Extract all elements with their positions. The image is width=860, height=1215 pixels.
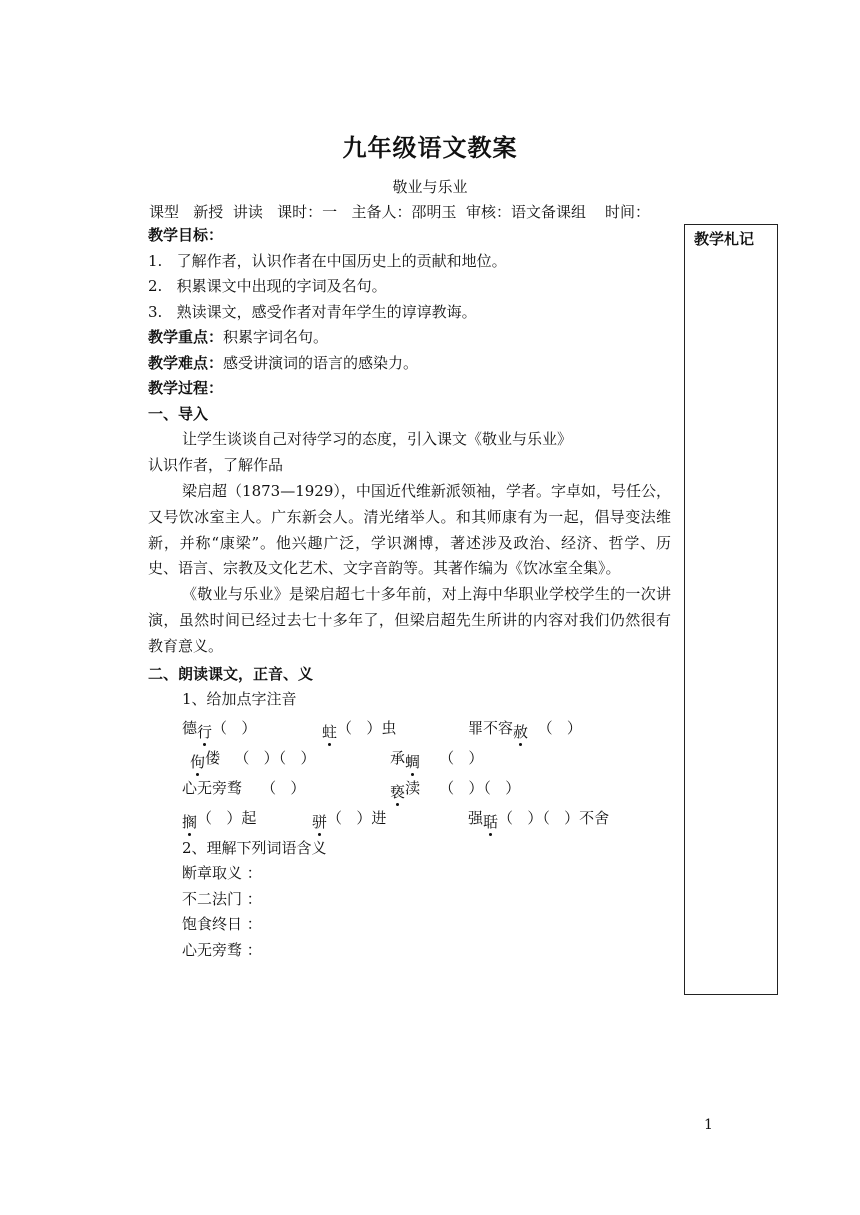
pinyin-row (148, 743, 671, 773)
goal-item: 1. 了解作者，认识作者在中国历史上的贡献和地位。 (148, 251, 507, 270)
notes-column (684, 224, 778, 995)
pinyin-item: 德行（ ） (182, 718, 257, 741)
pinyin-row (148, 713, 671, 743)
page-title: 九年级语文教案 (342, 133, 518, 162)
pinyin-item: 罪不容赦 （ ） (468, 718, 582, 741)
task-heading: 1、给加点字注音 (182, 690, 297, 709)
pinyin-item: 强聒（ ）（ ）不舍 (468, 808, 610, 831)
pinyin-item: 佝偻 （ ）（ ） (190, 748, 316, 771)
pinyin-item: 蛀（ ）虫 (322, 718, 397, 741)
section-heading: 一、导入 (148, 404, 209, 423)
difficulty-text: 感受讲演词的语言的感染力。 (223, 353, 419, 372)
lesson-body (148, 223, 671, 963)
pinyin-item: 承蜩 （ ） (390, 748, 484, 771)
goal-item: 2. 积累课文中出现的字词及名句。 (148, 277, 387, 295)
term-item: 饱食终日 ： (182, 915, 262, 934)
process-heading: 教学过程： (148, 379, 224, 397)
author-bio-paragraph: 梁启超（1873—1929），中国近代维新派领袖，学者。字卓如，号任公，又号饮冰室主人。广东新会人。清光绪举人。和其师康有为一起，倡导变法维新，并称“康梁”。他兴趣广泛，学识渊博，著述涉及政治、经济、哲学、历史、语言、宗教及文化艺术、文字音韵等。其著作编为《饮冰室全集》。 (148, 482, 671, 578)
term-item: 不二法门 ： (182, 889, 262, 908)
author-line: 认识作者，了解作品 (148, 455, 284, 474)
pinyin-item: 骈（ ）进 (312, 808, 387, 831)
pinyin-row (148, 773, 671, 803)
pinyin-item: 心无旁骛 (182, 778, 243, 797)
section-heading: 二、朗读课文，正音、义 (148, 664, 314, 683)
lesson-meta: 课型 新授 讲读 课时：一 主备人：邵明玉 审核：语文备课组 时间： (149, 203, 651, 221)
pinyin-item: 搁（ ）起 (182, 808, 257, 831)
page-number: 1 (704, 1117, 713, 1133)
notes-column-title: 教学札记 (694, 230, 755, 248)
lesson-subtitle: 敬业与乐业 (392, 178, 468, 196)
pinyin-item: 亵渎 （ ）（ ） (390, 778, 521, 801)
difficulty-label: 教学难点： (148, 353, 224, 372)
pinyin-item: （ ） (242, 778, 306, 797)
key-point-label: 教学重点： (148, 328, 224, 346)
intro-line: 让学生谈谈自己对待学习的态度，引入课文《敬业与乐业》 (182, 430, 573, 448)
goals-heading: 教学目标： (148, 226, 224, 244)
term-item: 断章取义 ： (182, 864, 262, 883)
speech-paragraph: 《敬业与乐业》是梁启超七十多年前，对上海中华职业学校学生的一次讲演，虽然时间已经过去七十多年了，但梁启超先生所讲的内容对我们仍然很有教育意义。 (148, 585, 671, 655)
difficulty-point (148, 351, 671, 377)
pinyin-row (148, 803, 671, 833)
term-item: 心无旁骛 ： (182, 940, 262, 959)
task-heading: 2、理解下列词语含义 (182, 838, 327, 857)
key-point (148, 325, 671, 351)
key-point-text: 积累字词名句。 (223, 328, 329, 346)
goal-item: 3. 熟读课文，感受作者对青年学生的谆谆教诲。 (148, 302, 477, 321)
